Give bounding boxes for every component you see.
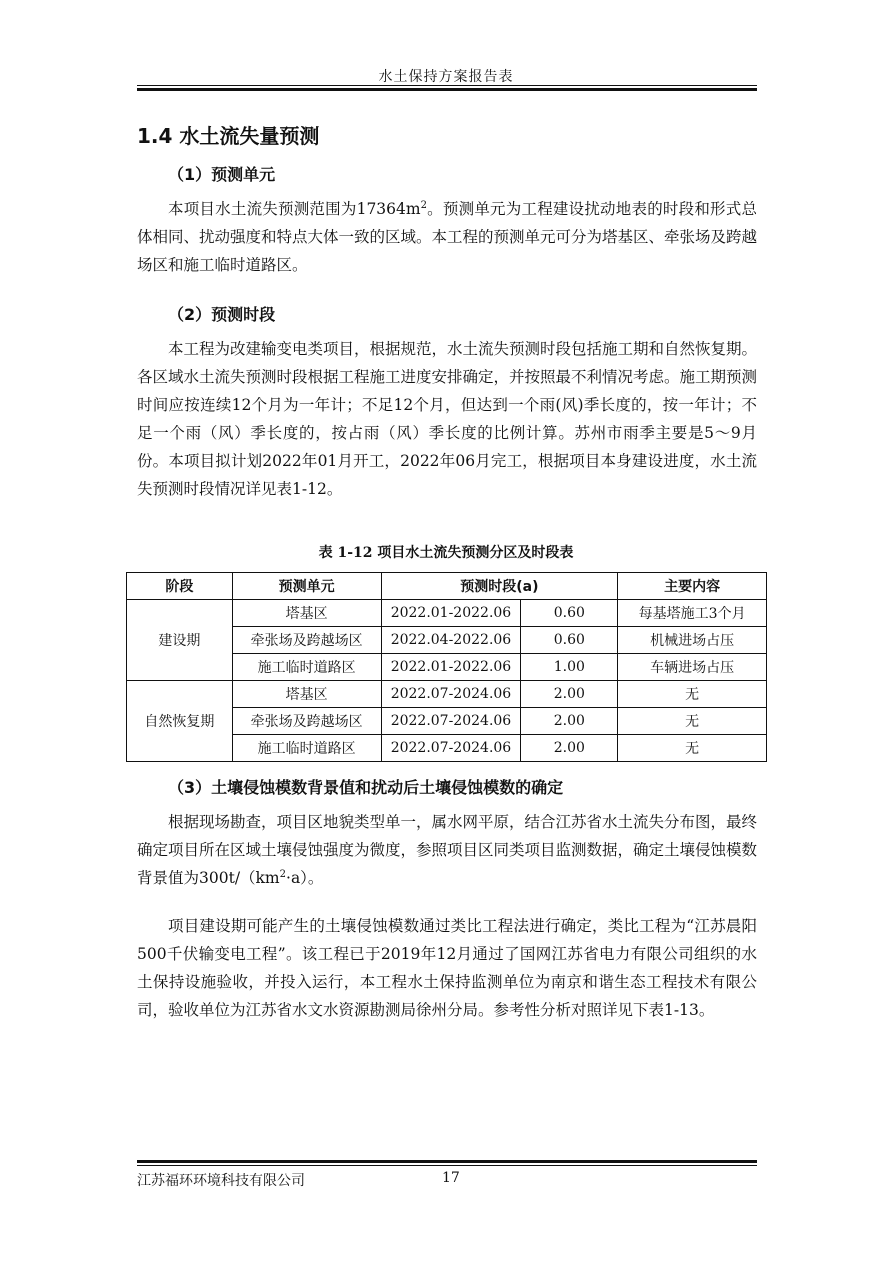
unit-cell: 牵张场及跨越场区 <box>232 708 381 735</box>
header-rule-thick <box>137 88 757 91</box>
stage-cell: 建设期 <box>127 600 233 681</box>
section-heading: 1.4 水土流失量预测 <box>137 124 320 148</box>
table-row <box>127 600 767 627</box>
unit-cell: 牵张场及跨越场区 <box>232 627 381 654</box>
years-cell: 0.60 <box>521 627 618 654</box>
p1-text-b: 。预测单元为工程建设扰动地表的时段和形式总体相同、扰动强度和特点大体一致的区域。本工程的预测单元可分为塔基区、牵张场及跨越场区和施工临时道路区。 <box>137 200 758 274</box>
stage-cell: 自然恢复期 <box>127 681 233 762</box>
years-cell: 2.00 <box>521 708 618 735</box>
unit-cell: 塔基区 <box>232 600 381 627</box>
unit-cell: 施工临时道路区 <box>232 654 381 681</box>
paragraph-prediction-unit <box>137 195 757 279</box>
range-cell: 2022.07-2024.06 <box>381 681 521 708</box>
header-stage: 阶段 <box>127 573 233 600</box>
content-cell: 无 <box>618 708 767 735</box>
p3-text-a: 根据现场勘查，项目区地貌类型单一，属水网平原，结合江苏省水土流失分布图，最终确定项目所在区域土壤侵蚀强度为微度，参照项目区同类项目监测数据，确定土壤侵蚀模数背景值为300t/（km <box>137 813 758 887</box>
range-cell: 2022.07-2024.06 <box>381 735 521 762</box>
subheading-prediction-unit: （1）预测单元 <box>168 165 276 184</box>
content-cell: 无 <box>618 735 767 762</box>
subheading-erosion-modulus: （3）土壤侵蚀模数背景值和扰动后土壤侵蚀模数的确定 <box>168 778 564 797</box>
p3-superscript: 2 <box>279 868 287 880</box>
prediction-period-table <box>126 572 767 762</box>
content-cell: 机械进场占压 <box>618 627 767 654</box>
table-row <box>127 681 767 708</box>
page-number: 17 <box>442 1170 460 1186</box>
footer-rule-thin <box>137 1165 757 1166</box>
content-cell: 每基塔施工3个月 <box>618 600 767 627</box>
footer-rule-thick <box>137 1160 757 1163</box>
header-unit: 预测单元 <box>232 573 381 600</box>
table-header-row <box>127 573 767 600</box>
range-cell: 2022.04-2022.06 <box>381 627 521 654</box>
years-cell: 0.60 <box>521 600 618 627</box>
header-content: 主要内容 <box>618 573 767 600</box>
paragraph-prediction-period: 本工程为改建输变电类项目，根据规范，水土流失预测时段包括施工期和自然恢复期。各区域水土流失预测时段根据工程施工进度安排确定，并按照最不利情况考虑。施工期预测时间应按连续12个月为一年计；不足12个月，但达到一个雨(风)季长度的，按一年计；不足一个雨（风）季长度的，按占雨（风）季长度的比例计算。苏州市雨季主要是5～9月份。本项目拟计划2022年01月开工，2022年06月完工，根据项目本身建设进度，水土流失预测时段情况详见表1-12。 <box>137 340 758 498</box>
unit-cell: 施工临时道路区 <box>232 735 381 762</box>
unit-cell: 塔基区 <box>232 681 381 708</box>
content-cell: 车辆进场占压 <box>618 654 767 681</box>
range-cell: 2022.01-2022.06 <box>381 600 521 627</box>
header-rule-thin <box>137 85 757 86</box>
table-caption: 表 1-12 项目水土流失预测分区及时段表 <box>318 545 574 561</box>
paragraph-analog-project: 项目建设期可能产生的土壤侵蚀模数通过类比工程法进行确定，类比工程为“江苏晨阳500千伏输变电工程”。该工程已于2019年12月通过了国网江苏省电力有限公司组织的水土保持设施验收，并投入运行，本工程水土保持监测单位为南京和谐生态工程技术有限公司，验收单位为江苏省水文水资源勘测局徐州分局。参考性分析对照详见下表1-13。 <box>137 917 757 1019</box>
p1-text-a: 本项目水土流失预测范围为17364m <box>168 200 421 218</box>
range-cell: 2022.01-2022.06 <box>381 654 521 681</box>
range-cell: 2022.07-2024.06 <box>381 708 521 735</box>
years-cell: 2.00 <box>521 735 618 762</box>
header-period: 预测时段(a) <box>381 573 618 600</box>
footer-company: 江苏福环环境科技有限公司 <box>137 1173 305 1189</box>
page-header-title: 水土保持方案报告表 <box>378 69 514 85</box>
p1-superscript: 2 <box>420 199 427 211</box>
paragraph-erosion-background <box>137 808 757 892</box>
content-cell: 无 <box>618 681 767 708</box>
subheading-prediction-period: （2）预测时段 <box>168 305 276 324</box>
p3-text-b: ·a）。 <box>286 869 324 887</box>
years-cell: 1.00 <box>521 654 618 681</box>
years-cell: 2.00 <box>521 681 618 708</box>
